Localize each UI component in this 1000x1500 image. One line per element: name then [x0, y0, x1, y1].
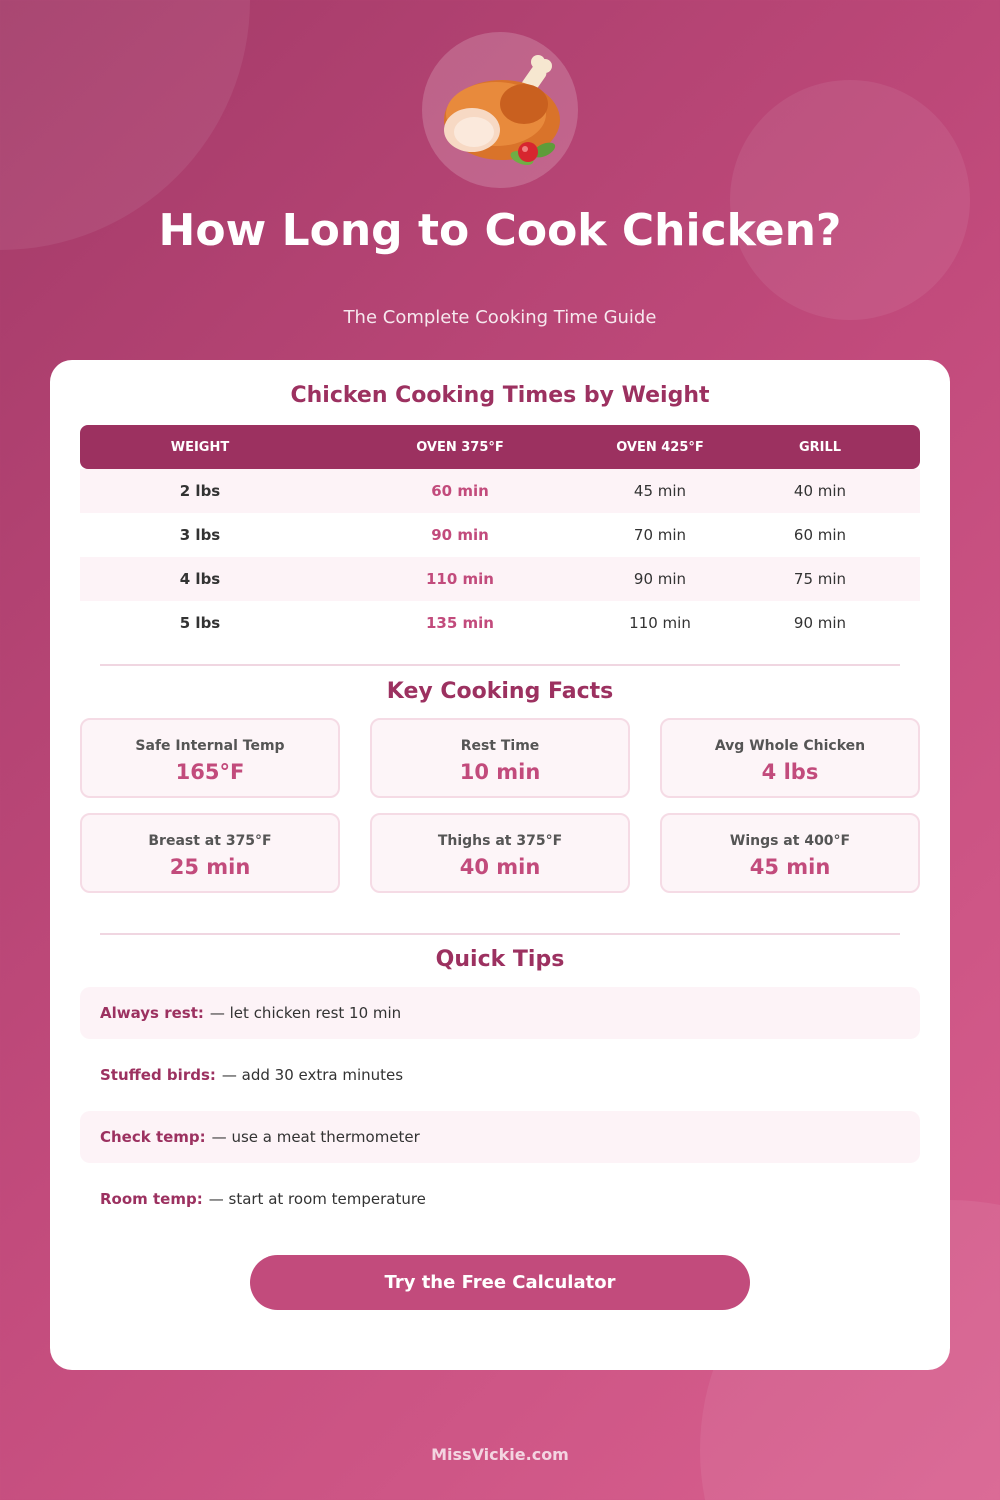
fact-label: Rest Time: [460, 738, 540, 754]
column-header-weight: WEIGHT: [170, 439, 230, 455]
column-header-oven-375: OVEN 375°F: [416, 439, 504, 455]
tip-label: Check temp:: [100, 1128, 206, 1146]
fact-label: Safe Internal Temp: [135, 738, 285, 754]
tip-text: — let chicken rest 10 min: [209, 1004, 402, 1022]
tips-title: Quick Tips: [435, 947, 565, 972]
table-cell: 90 min: [793, 614, 847, 632]
table-title: Chicken Cooking Times by Weight: [290, 383, 710, 408]
page-title: How Long to Cook Chicken?: [158, 205, 842, 256]
fact-card: [660, 813, 920, 893]
tip-item: [80, 987, 920, 1039]
tip-text: — use a meat thermometer: [211, 1128, 420, 1146]
section-divider: [100, 664, 900, 666]
table-cell: 3 lbs: [179, 526, 221, 544]
table-cell: 4 lbs: [179, 570, 221, 588]
tip-text: — start at room temperature: [208, 1190, 426, 1208]
table-cell: 75 min: [793, 570, 847, 588]
hero-icon-badge: [422, 32, 578, 188]
fact-label: Breast at 375°F: [148, 833, 272, 849]
tip-label: Always rest:: [100, 1004, 204, 1022]
fact-value: 165°F: [175, 760, 245, 784]
tip-item: [80, 1049, 920, 1101]
cooking-times-table: [80, 425, 920, 645]
table-row: [80, 513, 920, 557]
table-cell: 110 min: [426, 570, 494, 588]
facts-title: Key Cooking Facts: [386, 679, 614, 704]
tip-label: Room temp:: [100, 1190, 203, 1208]
fact-value: 45 min: [749, 855, 831, 879]
decorative-bubble: [730, 80, 970, 320]
table-cell: 110 min: [629, 614, 691, 632]
column-header-grill: GRILL: [798, 439, 842, 455]
table-cell: 60 min: [793, 526, 847, 544]
tip-label: Stuffed birds:: [100, 1066, 216, 1084]
table-cell: 70 min: [633, 526, 687, 544]
page-subtitle: The Complete Cooking Time Guide: [343, 307, 657, 328]
table-cell: 5 lbs: [179, 614, 221, 632]
section-divider: [100, 933, 900, 935]
footer-site-name[interactable]: MissVickie.com: [431, 1445, 569, 1464]
table-cell: 90 min: [633, 570, 687, 588]
fact-card: [80, 813, 340, 893]
content-card: [50, 360, 950, 1370]
column-header-oven-425: OVEN 425°F: [616, 439, 704, 455]
table-cell: 90 min: [431, 526, 489, 544]
table-cell: 60 min: [431, 482, 489, 500]
tip-item: [80, 1111, 920, 1163]
fact-label: Thighs at 375°F: [437, 833, 563, 849]
table-header-row: [80, 425, 920, 469]
table-cell: 40 min: [793, 482, 847, 500]
table-cell: 135 min: [426, 614, 494, 632]
roast-chicken-icon: [432, 42, 568, 178]
table-row: [80, 601, 920, 645]
fact-label: Avg Whole Chicken: [714, 738, 866, 754]
fact-label: Wings at 400°F: [729, 833, 851, 849]
fact-card: [80, 718, 340, 798]
fact-value: 25 min: [169, 855, 251, 879]
tip-text: — add 30 extra minutes: [221, 1066, 404, 1084]
try-calculator-button[interactable]: Try the Free Calculator: [250, 1255, 750, 1310]
tip-item: [80, 1173, 920, 1225]
fact-card: [370, 718, 630, 798]
fact-card: [660, 718, 920, 798]
table-row: [80, 557, 920, 601]
fact-card: [370, 813, 630, 893]
table-cell: 45 min: [633, 482, 687, 500]
fact-value: 10 min: [459, 760, 541, 784]
fact-value: 40 min: [459, 855, 541, 879]
fact-value: 4 lbs: [761, 760, 819, 784]
table-row: [80, 469, 920, 513]
table-cell: 2 lbs: [179, 482, 221, 500]
